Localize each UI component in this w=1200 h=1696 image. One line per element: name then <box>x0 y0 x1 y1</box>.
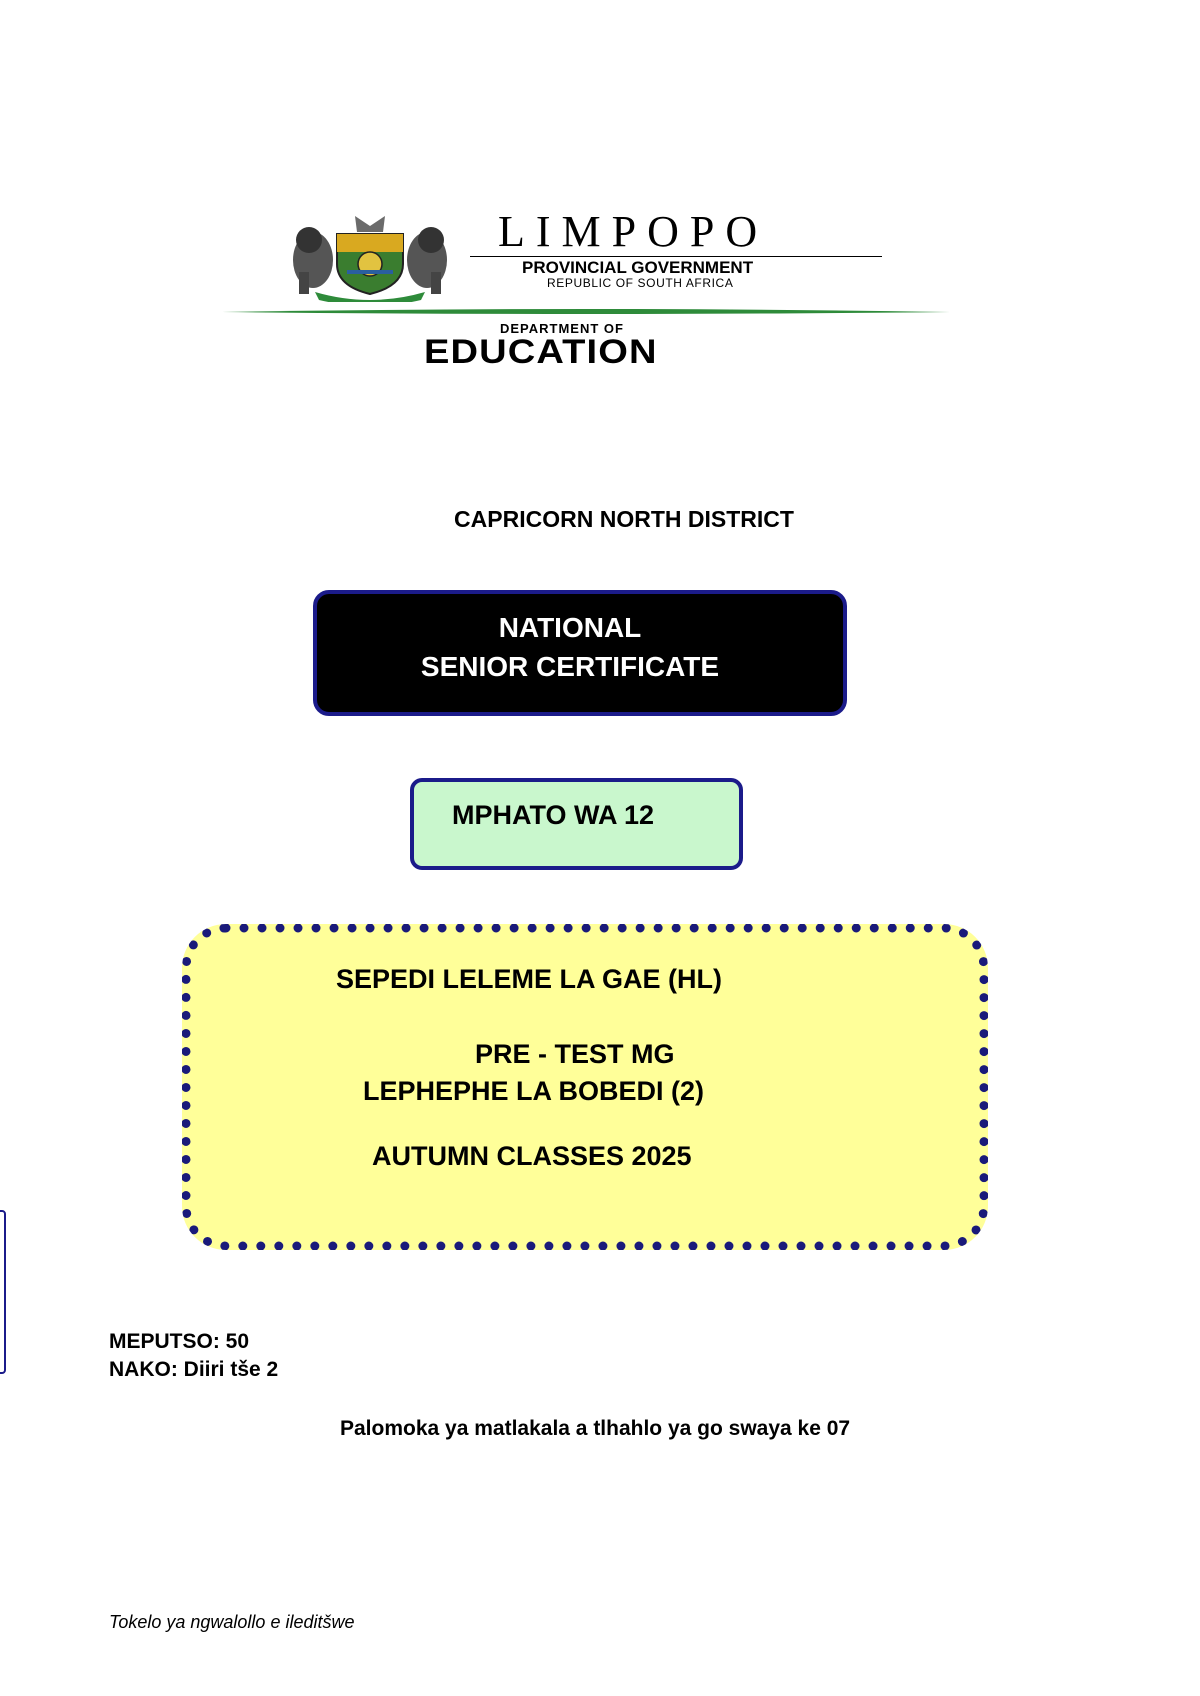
subject-title: SEPEDI LELEME LA GAE (HL) <box>336 964 723 994</box>
provincial-government-text: PROVINCIAL GOVERNMENT <box>522 258 754 277</box>
green-swoosh-divider <box>222 303 950 311</box>
certificate-line-2: SENIOR CERTIFICATE <box>420 651 720 682</box>
total-marks: MEPUTSO: 50 <box>109 1330 250 1353</box>
page-count-note: Palomoka ya matlakala a tlhahlo ya go swaya ke 07 <box>340 1417 851 1440</box>
copyright-note: Tokelo ya ngwalollo e ileditšwe <box>109 1612 355 1632</box>
paper-number: LEPHEPHE LA BOBEDI (2) <box>363 1076 705 1106</box>
subject-box <box>182 924 988 1250</box>
margin-mark <box>0 1210 6 1374</box>
republic-text: REPUBLIC OF SOUTH AFRICA <box>547 276 734 290</box>
session-name: AUTUMN CLASSES 2025 <box>372 1141 692 1171</box>
coat-of-arms-logo <box>285 212 455 302</box>
certificate-line-1: NATIONAL <box>498 612 642 643</box>
time-allowed: NAKO: Diiri tše 2 <box>109 1358 279 1381</box>
test-name: PRE - TEST MG <box>475 1039 675 1069</box>
education-wordmark: EDUCATION <box>424 333 658 371</box>
grade-box <box>410 778 743 870</box>
logo-divider <box>470 256 882 257</box>
limpopo-wordmark: LIMPOPO <box>498 207 769 256</box>
district-heading: CAPRICORN NORTH DISTRICT <box>454 506 794 532</box>
grade-label: MPHATO WA 12 <box>452 800 655 830</box>
certificate-box <box>313 590 847 716</box>
department-of-text: DEPARTMENT OF <box>500 321 624 336</box>
